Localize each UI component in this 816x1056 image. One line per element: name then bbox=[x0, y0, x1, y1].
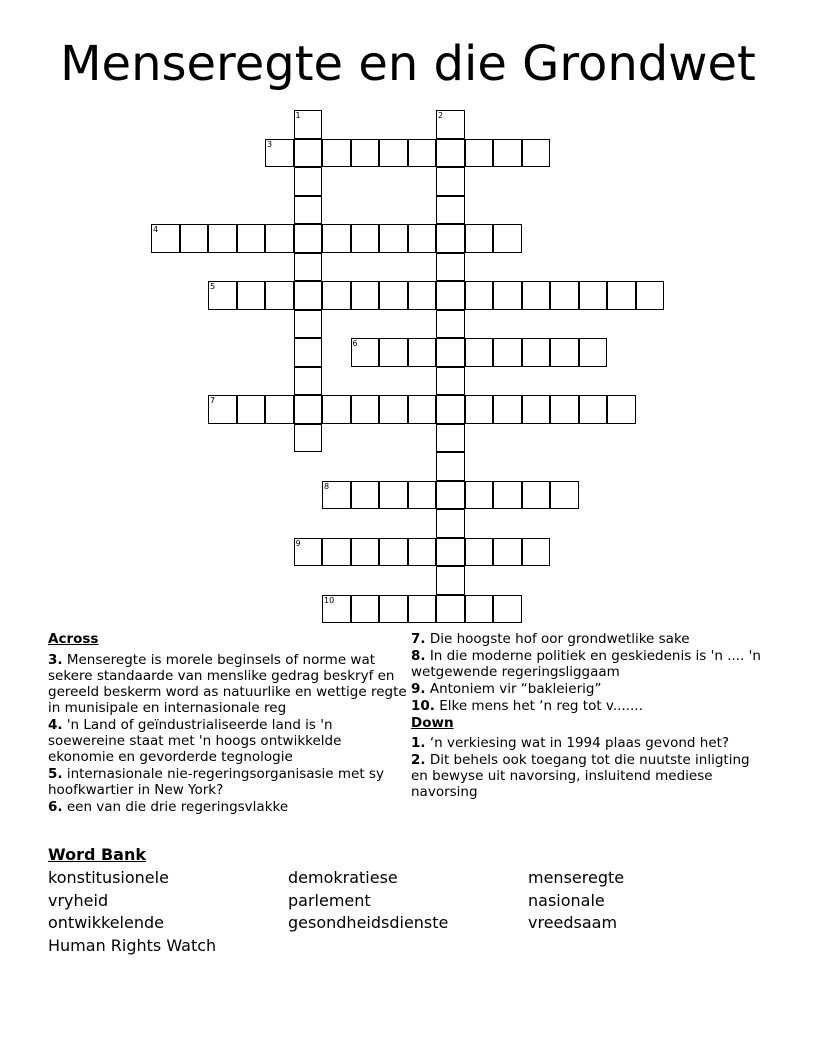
crossword-cell[interactable] bbox=[294, 338, 323, 367]
crossword-cell[interactable] bbox=[436, 224, 465, 253]
crossword-cell[interactable] bbox=[351, 139, 380, 168]
crossword-cell[interactable] bbox=[436, 253, 465, 282]
crossword-cell[interactable] bbox=[465, 395, 494, 424]
crossword-cell[interactable] bbox=[408, 338, 437, 367]
crossword-cell[interactable] bbox=[294, 139, 323, 168]
clue-number: 1 bbox=[295, 111, 301, 120]
crossword-cell[interactable] bbox=[351, 224, 380, 253]
crossword-cell[interactable] bbox=[294, 310, 323, 339]
clue-across-8: 8. In die moderne politiek en geskiedenis is 'n .... 'n wetgewende regeringsliggaam bbox=[411, 648, 761, 680]
crossword-cell[interactable] bbox=[351, 538, 380, 567]
clue-across-6: 6. een van die drie regeringsvlakke bbox=[48, 799, 289, 815]
crossword-cell[interactable] bbox=[322, 281, 351, 310]
down-heading: Down bbox=[411, 715, 454, 731]
crossword-cell[interactable] bbox=[294, 424, 323, 453]
clue-number: 5 bbox=[210, 282, 216, 291]
clue-number: 2 bbox=[438, 111, 444, 120]
crossword-cell[interactable] bbox=[493, 538, 522, 567]
crossword-cell[interactable] bbox=[550, 481, 579, 510]
crossword-cell[interactable] bbox=[237, 281, 266, 310]
crossword-cell[interactable] bbox=[465, 338, 494, 367]
crossword-cell[interactable] bbox=[436, 281, 465, 310]
crossword-cell[interactable] bbox=[493, 281, 522, 310]
crossword-cell[interactable] bbox=[493, 139, 522, 168]
crossword-cell[interactable] bbox=[465, 595, 494, 624]
crossword-cell[interactable] bbox=[379, 139, 408, 168]
crossword-cell[interactable] bbox=[351, 395, 380, 424]
crossword-cell[interactable] bbox=[351, 281, 380, 310]
crossword-cell[interactable] bbox=[322, 224, 351, 253]
crossword-cell[interactable] bbox=[294, 253, 323, 282]
word-bank-word: vreedsaam bbox=[528, 913, 618, 932]
crossword-cell[interactable] bbox=[237, 395, 266, 424]
clue-down-1: 1. ‘n verkiesing wat in 1994 plaas gevond het? bbox=[411, 735, 730, 751]
crossword-cell[interactable] bbox=[351, 481, 380, 510]
crossword-cell[interactable] bbox=[465, 224, 494, 253]
crossword-cell[interactable] bbox=[294, 395, 323, 424]
clue-number: 3 bbox=[267, 139, 273, 149]
crossword-cell[interactable] bbox=[465, 481, 494, 510]
crossword-cell[interactable] bbox=[379, 281, 408, 310]
clue-across-3: 3. Menseregte is morele beginsels of norme wat sekere standaarde van menslike gedrag beskryf en gereeld beskerm word as natuurlike en wettige regte in munisipale en internasionale reg bbox=[48, 652, 407, 716]
crossword-cell[interactable] bbox=[408, 481, 437, 510]
crossword-cell[interactable] bbox=[493, 395, 522, 424]
crossword-cell[interactable] bbox=[436, 310, 465, 339]
crossword-cell[interactable] bbox=[436, 139, 465, 168]
crossword-cell[interactable] bbox=[522, 481, 551, 510]
crossword-cell[interactable] bbox=[322, 395, 351, 424]
clue-across-9: 9. Antoniem vir “bakleierig” bbox=[411, 681, 602, 697]
clue-down-2: 2. Dit behels ook toegang tot die nuutste inligting en bewyse uit navorsing, insluitend mediese navorsing bbox=[411, 752, 750, 800]
crossword-cell[interactable] bbox=[465, 538, 494, 567]
word-bank-word: ontwikkelende bbox=[48, 913, 164, 932]
crossword-cell[interactable] bbox=[493, 224, 522, 253]
crossword-cell[interactable] bbox=[379, 395, 408, 424]
across-heading: Across bbox=[48, 631, 99, 647]
clues-column-right bbox=[411, 631, 761, 801]
clue-across-7: 7. Die hoogste hof oor grondwetlike sake bbox=[411, 631, 690, 647]
clue-number: 8 bbox=[324, 481, 330, 491]
crossword-cell[interactable] bbox=[436, 196, 465, 225]
crossword-cell[interactable] bbox=[436, 481, 465, 510]
crossword-cell[interactable] bbox=[522, 538, 551, 567]
clue-number: 9 bbox=[295, 538, 301, 548]
crossword-cell[interactable] bbox=[379, 224, 408, 253]
word-bank-word: konstitusionele bbox=[48, 868, 169, 887]
clue-number: 10 bbox=[324, 595, 335, 605]
crossword-cell[interactable] bbox=[436, 424, 465, 453]
crossword-cell[interactable] bbox=[408, 139, 437, 168]
crossword-cell[interactable] bbox=[408, 224, 437, 253]
crossword-cell[interactable] bbox=[579, 338, 608, 367]
crossword-cell[interactable] bbox=[436, 367, 465, 396]
crossword-cell[interactable] bbox=[522, 395, 551, 424]
word-bank-word: demokratiese bbox=[288, 868, 398, 887]
clue-number: 7 bbox=[210, 396, 216, 405]
crossword-cell[interactable] bbox=[294, 281, 323, 310]
word-bank-word: gesondheidsdienste bbox=[288, 913, 449, 932]
crossword-cell[interactable] bbox=[493, 481, 522, 510]
crossword-cell[interactable] bbox=[294, 224, 323, 253]
crossword-cell[interactable] bbox=[550, 338, 579, 367]
crossword-cell[interactable] bbox=[294, 167, 323, 196]
crossword-cell[interactable] bbox=[322, 538, 351, 567]
clue-across-10: 10. Elke mens het ‘n reg tot v....... bbox=[411, 698, 643, 714]
crossword-cell[interactable] bbox=[493, 595, 522, 624]
crossword-cell[interactable] bbox=[607, 281, 636, 310]
clue-across-4: 4. 'n Land of geïndustrialiseerde land is 'n soewereine staat met 'n hoogs ontwikkelde ekonomie en gevorderde tegnologie bbox=[48, 717, 342, 765]
clue-number: 4 bbox=[153, 225, 159, 234]
crossword-cell[interactable] bbox=[379, 481, 408, 510]
crossword-cell[interactable] bbox=[180, 224, 209, 253]
crossword-cell[interactable] bbox=[493, 338, 522, 367]
crossword-cell[interactable] bbox=[351, 595, 380, 624]
crossword-cell[interactable] bbox=[379, 538, 408, 567]
crossword-cell[interactable] bbox=[408, 538, 437, 567]
crossword-cell[interactable] bbox=[579, 281, 608, 310]
crossword-cell[interactable] bbox=[465, 281, 494, 310]
crossword-cell[interactable] bbox=[436, 167, 465, 196]
crossword-cell[interactable] bbox=[237, 224, 266, 253]
crossword-cell[interactable] bbox=[522, 281, 551, 310]
crossword-cell[interactable] bbox=[408, 395, 437, 424]
crossword-cell[interactable] bbox=[436, 595, 465, 624]
crossword-cell[interactable] bbox=[379, 338, 408, 367]
crossword-cell[interactable] bbox=[607, 395, 636, 424]
crossword-cell[interactable] bbox=[436, 338, 465, 367]
crossword-cell[interactable] bbox=[322, 139, 351, 168]
crossword-cell[interactable] bbox=[550, 281, 579, 310]
word-bank-title: Word Bank bbox=[48, 845, 147, 864]
word-bank-word: vryheid bbox=[48, 891, 109, 910]
crossword-cell[interactable] bbox=[408, 281, 437, 310]
crossword-cell[interactable] bbox=[265, 224, 294, 253]
crossword-cell[interactable] bbox=[379, 595, 408, 624]
crossword-cell[interactable] bbox=[522, 338, 551, 367]
crossword-cell[interactable] bbox=[436, 452, 465, 481]
crossword-cell[interactable] bbox=[294, 196, 323, 225]
crossword-cell[interactable] bbox=[294, 367, 323, 396]
crossword-cell[interactable] bbox=[465, 139, 494, 168]
crossword-cell[interactable] bbox=[550, 395, 579, 424]
crossword-cell[interactable] bbox=[265, 281, 294, 310]
page-title: Menseregte en die Grondwet bbox=[60, 36, 756, 92]
clue-across-5: 5. internasionale nie-regeringsorganisasie met sy hoofkwartier in New York? bbox=[48, 766, 384, 798]
crossword-cell[interactable] bbox=[208, 224, 237, 253]
crossword-cell[interactable] bbox=[436, 538, 465, 567]
crossword-cell[interactable] bbox=[408, 595, 437, 624]
word-bank-word: nasionale bbox=[528, 891, 605, 910]
crossword-cell[interactable] bbox=[436, 566, 465, 595]
crossword-cell[interactable] bbox=[265, 395, 294, 424]
clues-column-left bbox=[48, 631, 408, 816]
crossword-cell[interactable] bbox=[522, 139, 551, 168]
crossword-cell[interactable] bbox=[436, 395, 465, 424]
word-bank-word: menseregte bbox=[528, 868, 625, 887]
crossword-cell[interactable] bbox=[436, 509, 465, 538]
word-bank-word: parlement bbox=[288, 891, 371, 910]
crossword-cell[interactable] bbox=[636, 281, 665, 310]
word-bank-word: Human Rights Watch bbox=[48, 936, 217, 955]
clue-number: 6 bbox=[352, 339, 358, 348]
crossword-cell[interactable] bbox=[579, 395, 608, 424]
